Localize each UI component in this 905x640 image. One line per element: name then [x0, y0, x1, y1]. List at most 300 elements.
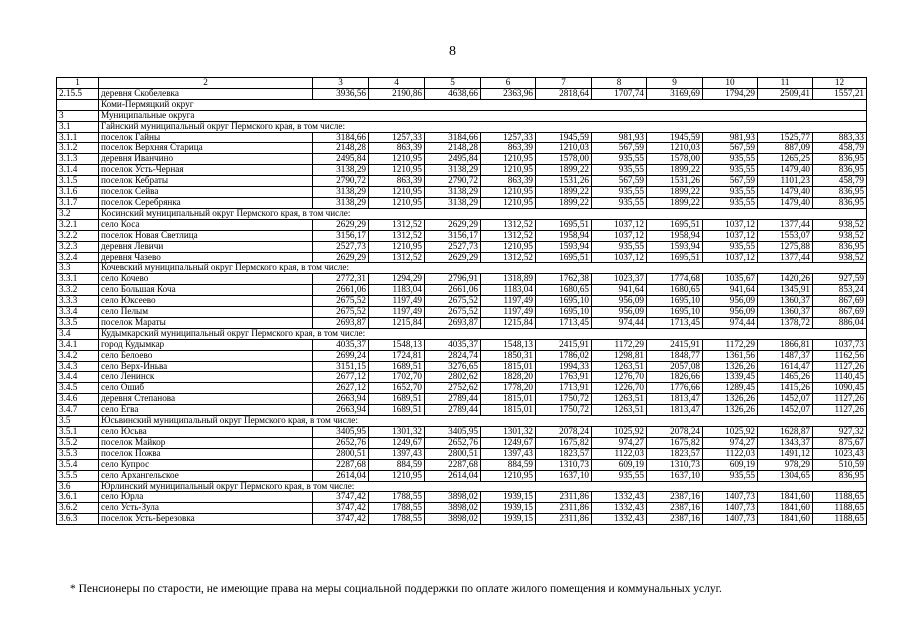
value-cell: 1127,26: [813, 361, 867, 372]
table-row: [57, 176, 867, 187]
value-cell: 1479,40: [758, 165, 813, 176]
row-code: 3.2.2: [57, 230, 99, 241]
settlement-name: деревня Степанова: [99, 394, 313, 405]
value-cell: 2675,52: [313, 296, 369, 307]
value-cell: 1210,95: [369, 241, 425, 252]
value-cell: 1276,70: [592, 372, 647, 383]
value-cell: 956,09: [703, 296, 758, 307]
value-cell: 1312,52: [481, 219, 536, 230]
value-cell: 1172,29: [703, 339, 758, 350]
value-cell: 1823,57: [536, 448, 592, 459]
value-cell: 941,64: [592, 285, 647, 296]
value-cell: 1301,32: [481, 427, 536, 438]
settlement-name: деревня Скобелевка: [99, 88, 313, 99]
value-cell: 1127,26: [813, 394, 867, 405]
value-cell: 1841,60: [758, 503, 813, 514]
value-cell: 567,59: [703, 176, 758, 187]
settlement-name: деревня Чазево: [99, 252, 313, 263]
value-cell: 836,95: [813, 154, 867, 165]
table-row: [57, 372, 867, 383]
column-number-row: [57, 78, 867, 89]
column-number: 1: [57, 78, 99, 89]
value-cell: 1702,70: [369, 372, 425, 383]
value-cell: 1841,60: [758, 492, 813, 503]
section-row: [57, 328, 867, 339]
value-cell: 1397,43: [369, 448, 425, 459]
column-number: 5: [425, 78, 481, 89]
table-row: [57, 492, 867, 503]
value-cell: 1310,73: [536, 459, 592, 470]
value-cell: 1695,51: [647, 219, 703, 230]
row-code: 3.3.1: [57, 274, 99, 285]
footnote: * Пенсионеры по старости, не имеющие права на меры социальной поддержки по оплате жилого помещения и коммунальных услуг.: [70, 583, 722, 595]
row-code: 3.6.1: [57, 492, 99, 503]
value-cell: 978,29: [758, 459, 813, 470]
value-cell: 567,59: [592, 143, 647, 154]
table-row: [57, 88, 867, 99]
value-cell: 3898,02: [425, 514, 481, 525]
value-cell: 1763,91: [536, 372, 592, 383]
tariff-table: [56, 77, 867, 525]
row-code: 3.3: [57, 263, 99, 274]
settlement-name: село Верх-Иньва: [99, 361, 313, 372]
value-cell: 2148,28: [313, 143, 369, 154]
value-cell: 458,79: [813, 176, 867, 187]
value-cell: 2802,62: [425, 372, 481, 383]
value-cell: 938,52: [813, 252, 867, 263]
row-code: 3.2.4: [57, 252, 99, 263]
table-row: [57, 132, 867, 143]
value-cell: 1210,95: [369, 187, 425, 198]
value-cell: 1210,95: [369, 470, 425, 481]
value-cell: 836,95: [813, 187, 867, 198]
value-cell: 1899,22: [536, 197, 592, 208]
value-cell: 3747,42: [313, 514, 369, 525]
value-cell: 2824,74: [425, 350, 481, 361]
value-cell: 3405,95: [425, 427, 481, 438]
value-cell: 2387,16: [647, 503, 703, 514]
value-cell: 1899,22: [536, 165, 592, 176]
value-cell: 1183,04: [369, 285, 425, 296]
value-cell: 1257,33: [481, 132, 536, 143]
value-cell: 974,27: [703, 437, 758, 448]
value-cell: 2663,94: [313, 405, 369, 416]
value-cell: 1312,52: [369, 219, 425, 230]
value-cell: 935,55: [703, 154, 758, 165]
value-cell: 3276,65: [425, 361, 481, 372]
table-row: [57, 437, 867, 448]
row-code: 3.5.5: [57, 470, 99, 481]
value-cell: 1945,59: [536, 132, 592, 143]
value-cell: 863,39: [481, 143, 536, 154]
value-cell: 2661,06: [313, 285, 369, 296]
row-code: 3.3.4: [57, 307, 99, 318]
row-code: 3.4.2: [57, 350, 99, 361]
settlement-name: село Усть-Зула: [99, 503, 313, 514]
row-code: 3.5.3: [57, 448, 99, 459]
value-cell: 1023,37: [592, 274, 647, 285]
value-cell: 2693,87: [425, 317, 481, 328]
value-cell: 1774,68: [647, 274, 703, 285]
value-cell: 935,55: [592, 165, 647, 176]
value-cell: 935,55: [703, 197, 758, 208]
settlement-name: поселок Майкор: [99, 437, 313, 448]
table-row: [57, 350, 867, 361]
value-cell: 1257,33: [369, 132, 425, 143]
value-cell: 1183,04: [481, 285, 536, 296]
table-row: [57, 361, 867, 372]
value-cell: 1332,43: [592, 503, 647, 514]
value-cell: 1945,59: [647, 132, 703, 143]
value-cell: 1263,51: [592, 394, 647, 405]
value-cell: 1689,51: [369, 394, 425, 405]
value-cell: 1345,91: [758, 285, 813, 296]
section-row: [57, 121, 867, 132]
value-cell: 1695,10: [647, 296, 703, 307]
value-cell: 1326,26: [703, 361, 758, 372]
value-cell: 1361,56: [703, 350, 758, 361]
section-row: [57, 263, 867, 274]
value-cell: 2629,29: [425, 219, 481, 230]
value-cell: 956,09: [592, 296, 647, 307]
value-cell: 935,55: [703, 241, 758, 252]
value-cell: 1713,45: [647, 317, 703, 328]
value-cell: 1127,26: [813, 405, 867, 416]
value-cell: 1162,56: [813, 350, 867, 361]
value-cell: 2495,84: [425, 154, 481, 165]
value-cell: 3156,17: [313, 230, 369, 241]
value-cell: 2078,24: [536, 427, 592, 438]
value-cell: 4035,37: [425, 339, 481, 350]
value-cell: 867,69: [813, 296, 867, 307]
value-cell: 2527,73: [313, 241, 369, 252]
value-cell: 1037,12: [592, 252, 647, 263]
value-cell: 3747,42: [313, 492, 369, 503]
value-cell: 1415,26: [758, 383, 813, 394]
section-title: Кудымкарский муниципальный округ Пермского края, в том числе:: [99, 328, 867, 339]
value-cell: 1794,29: [703, 88, 758, 99]
value-cell: 935,55: [703, 165, 758, 176]
value-cell: 2790,72: [425, 176, 481, 187]
value-cell: 1249,67: [481, 437, 536, 448]
table-row: [57, 154, 867, 165]
value-cell: 875,67: [813, 437, 867, 448]
value-cell: 1713,91: [536, 383, 592, 394]
value-cell: 1899,22: [647, 187, 703, 198]
row-code: 3.3.3: [57, 296, 99, 307]
row-code: 3.6.2: [57, 503, 99, 514]
value-cell: 1298,81: [592, 350, 647, 361]
value-cell: 2663,94: [313, 394, 369, 405]
value-cell: 1762,38: [536, 274, 592, 285]
value-cell: 836,95: [813, 470, 867, 481]
value-cell: 1407,73: [703, 514, 758, 525]
value-cell: 1939,15: [481, 503, 536, 514]
table-row: [57, 143, 867, 154]
value-cell: 2190,86: [369, 88, 425, 99]
section-title: Гайнский муниципальный округ Пермского края, в том числе:: [99, 121, 867, 132]
row-code: 3.2.3: [57, 241, 99, 252]
table-row: [57, 503, 867, 514]
row-code: 3.4.5: [57, 383, 99, 394]
value-cell: 1713,45: [536, 317, 592, 328]
value-cell: 2415,91: [647, 339, 703, 350]
value-cell: 1023,43: [813, 448, 867, 459]
value-cell: 1037,73: [813, 339, 867, 350]
row-code: 3.4.3: [57, 361, 99, 372]
value-cell: 510,59: [813, 459, 867, 470]
value-cell: 884,59: [481, 459, 536, 470]
value-cell: 1197,49: [369, 307, 425, 318]
value-cell: 1326,26: [703, 405, 758, 416]
value-cell: 2800,51: [313, 448, 369, 459]
value-cell: 1172,29: [592, 339, 647, 350]
value-cell: 836,95: [813, 197, 867, 208]
value-cell: 1360,37: [758, 307, 813, 318]
value-cell: 1637,10: [647, 470, 703, 481]
table-row: [57, 459, 867, 470]
value-cell: 2311,86: [536, 514, 592, 525]
value-cell: 1377,44: [758, 252, 813, 263]
value-cell: 1265,25: [758, 154, 813, 165]
row-code: 3.6: [57, 481, 99, 492]
settlement-name: село Архангельское: [99, 470, 313, 481]
value-cell: 1210,03: [536, 143, 592, 154]
value-cell: 1037,12: [703, 219, 758, 230]
value-cell: 1037,12: [703, 230, 758, 241]
section-row: [57, 481, 867, 492]
row-code: 3.5.1: [57, 427, 99, 438]
row-code: [57, 99, 99, 110]
row-code: 3.1.6: [57, 187, 99, 198]
value-cell: 1226,70: [592, 383, 647, 394]
section-title: Коми-Пермяцкий округ: [99, 99, 867, 110]
table-body: [57, 78, 867, 525]
value-cell: 3151,15: [313, 361, 369, 372]
table-row: [57, 317, 867, 328]
value-cell: 1452,07: [758, 405, 813, 416]
section-row: [57, 99, 867, 110]
value-cell: 2693,87: [313, 317, 369, 328]
value-cell: 1420,26: [758, 274, 813, 285]
value-cell: 1210,95: [369, 197, 425, 208]
value-cell: 1578,00: [536, 154, 592, 165]
value-cell: 956,09: [703, 307, 758, 318]
settlement-name: село Купрос: [99, 459, 313, 470]
value-cell: 1487,37: [758, 350, 813, 361]
value-cell: 1479,40: [758, 187, 813, 198]
value-cell: 1122,03: [592, 448, 647, 459]
value-cell: 4035,37: [313, 339, 369, 350]
table-row: [57, 165, 867, 176]
value-cell: 1289,45: [703, 383, 758, 394]
settlement-name: поселок Усть-Березовка: [99, 514, 313, 525]
value-cell: 1675,82: [647, 437, 703, 448]
value-cell: 1776,66: [647, 383, 703, 394]
column-number: 2: [99, 78, 313, 89]
value-cell: 981,93: [592, 132, 647, 143]
value-cell: 3747,42: [313, 503, 369, 514]
value-cell: 3898,02: [425, 492, 481, 503]
table-row: [57, 394, 867, 405]
table-row: [57, 339, 867, 350]
row-code: 3.4: [57, 328, 99, 339]
value-cell: 2752,62: [425, 383, 481, 394]
settlement-name: деревня Иванчино: [99, 154, 313, 165]
value-cell: 2627,12: [313, 383, 369, 394]
row-code: 3.3.5: [57, 317, 99, 328]
value-cell: 2675,52: [425, 296, 481, 307]
settlement-name: поселок Гайны: [99, 132, 313, 143]
value-cell: 1848,77: [647, 350, 703, 361]
value-cell: 567,59: [703, 143, 758, 154]
value-cell: 2772,31: [313, 274, 369, 285]
value-cell: 1695,10: [536, 307, 592, 318]
value-cell: 2789,44: [425, 394, 481, 405]
value-cell: 941,64: [703, 285, 758, 296]
value-cell: 567,59: [592, 176, 647, 187]
section-title: Муниципальные округа: [99, 110, 867, 121]
value-cell: 1339,45: [703, 372, 758, 383]
value-cell: 2387,16: [647, 514, 703, 525]
settlement-name: поселок Сейва: [99, 187, 313, 198]
value-cell: 1958,94: [536, 230, 592, 241]
value-cell: 2287,68: [313, 459, 369, 470]
value-cell: 1101,23: [758, 176, 813, 187]
value-cell: 1210,95: [481, 154, 536, 165]
value-cell: 1695,10: [536, 296, 592, 307]
value-cell: 2699,24: [313, 350, 369, 361]
value-cell: 3405,95: [313, 427, 369, 438]
value-cell: 935,55: [592, 197, 647, 208]
value-cell: 935,55: [592, 154, 647, 165]
section-title: Юсьвинский муниципальный округ Пермского края, в том числе:: [99, 416, 867, 427]
value-cell: 1680,65: [536, 285, 592, 296]
row-code: 3.5.2: [57, 437, 99, 448]
value-cell: 1899,22: [647, 197, 703, 208]
value-cell: 3156,17: [425, 230, 481, 241]
value-cell: 2818,64: [536, 88, 592, 99]
value-cell: 974,44: [592, 317, 647, 328]
value-cell: 3184,66: [425, 132, 481, 143]
value-cell: 1479,40: [758, 197, 813, 208]
row-code: 3: [57, 110, 99, 121]
value-cell: 1378,72: [758, 317, 813, 328]
table-row: [57, 197, 867, 208]
settlement-name: деревня Левичи: [99, 241, 313, 252]
column-number: 9: [647, 78, 703, 89]
settlement-name: село Егва: [99, 405, 313, 416]
value-cell: 3138,29: [425, 197, 481, 208]
value-cell: 853,24: [813, 285, 867, 296]
settlement-name: село Белоево: [99, 350, 313, 361]
table-row: [57, 405, 867, 416]
value-cell: 1343,37: [758, 437, 813, 448]
value-cell: 1037,12: [703, 252, 758, 263]
settlement-name: село Юсьва: [99, 427, 313, 438]
value-cell: 2652,76: [425, 437, 481, 448]
value-cell: 867,69: [813, 307, 867, 318]
value-cell: 3138,29: [425, 165, 481, 176]
value-cell: 883,33: [813, 132, 867, 143]
value-cell: 3898,02: [425, 503, 481, 514]
value-cell: 1188,65: [813, 514, 867, 525]
value-cell: 2629,29: [313, 252, 369, 263]
value-cell: 1695,51: [536, 252, 592, 263]
row-code: 3.1.4: [57, 165, 99, 176]
value-cell: 981,93: [703, 132, 758, 143]
row-code: 2.15.5: [57, 88, 99, 99]
value-cell: 1815,01: [481, 361, 536, 372]
row-code: 3.4.6: [57, 394, 99, 405]
value-cell: 1210,95: [369, 154, 425, 165]
value-cell: 609,19: [703, 459, 758, 470]
value-cell: 2796,91: [425, 274, 481, 285]
value-cell: 1215,84: [481, 317, 536, 328]
settlement-name: село Кочево: [99, 274, 313, 285]
row-code: 3.2.1: [57, 219, 99, 230]
value-cell: 1210,03: [647, 143, 703, 154]
value-cell: 886,04: [813, 317, 867, 328]
table-row: [57, 285, 867, 296]
value-cell: 863,39: [481, 176, 536, 187]
settlement-name: село Ошиб: [99, 383, 313, 394]
value-cell: 1899,22: [647, 165, 703, 176]
value-cell: 1815,01: [481, 405, 536, 416]
table-row: [57, 514, 867, 525]
value-cell: 1826,66: [647, 372, 703, 383]
value-cell: 1122,03: [703, 448, 758, 459]
value-cell: 2387,16: [647, 492, 703, 503]
value-cell: 1140,45: [813, 372, 867, 383]
value-cell: 3138,29: [425, 187, 481, 198]
value-cell: 1210,95: [481, 187, 536, 198]
value-cell: 2629,29: [313, 219, 369, 230]
row-code: 3.6.3: [57, 514, 99, 525]
value-cell: 1750,72: [536, 405, 592, 416]
value-cell: 1614,47: [758, 361, 813, 372]
value-cell: 458,79: [813, 143, 867, 154]
value-cell: 1548,13: [481, 339, 536, 350]
settlement-name: село Ленинск: [99, 372, 313, 383]
value-cell: 1452,07: [758, 394, 813, 405]
table-row: [57, 307, 867, 318]
value-cell: 1397,43: [481, 448, 536, 459]
value-cell: 2789,44: [425, 405, 481, 416]
value-cell: 884,59: [369, 459, 425, 470]
value-cell: 1958,94: [647, 230, 703, 241]
value-cell: 1828,20: [481, 372, 536, 383]
row-code: 3.1.3: [57, 154, 99, 165]
table-row: [57, 187, 867, 198]
settlement-name: поселок Серебрянка: [99, 197, 313, 208]
value-cell: 1695,10: [647, 307, 703, 318]
value-cell: 1786,02: [536, 350, 592, 361]
settlement-name: поселок Верхняя Старица: [99, 143, 313, 154]
value-cell: 1312,52: [481, 252, 536, 263]
value-cell: 1210,95: [481, 165, 536, 176]
value-cell: 1788,55: [369, 514, 425, 525]
value-cell: 1332,43: [592, 514, 647, 525]
settlement-name: село Коса: [99, 219, 313, 230]
value-cell: 1304,65: [758, 470, 813, 481]
value-cell: 1695,51: [647, 252, 703, 263]
value-cell: 1675,82: [536, 437, 592, 448]
value-cell: 1593,94: [536, 241, 592, 252]
value-cell: 2509,41: [758, 88, 813, 99]
value-cell: 2614,04: [313, 470, 369, 481]
value-cell: 3138,29: [313, 187, 369, 198]
